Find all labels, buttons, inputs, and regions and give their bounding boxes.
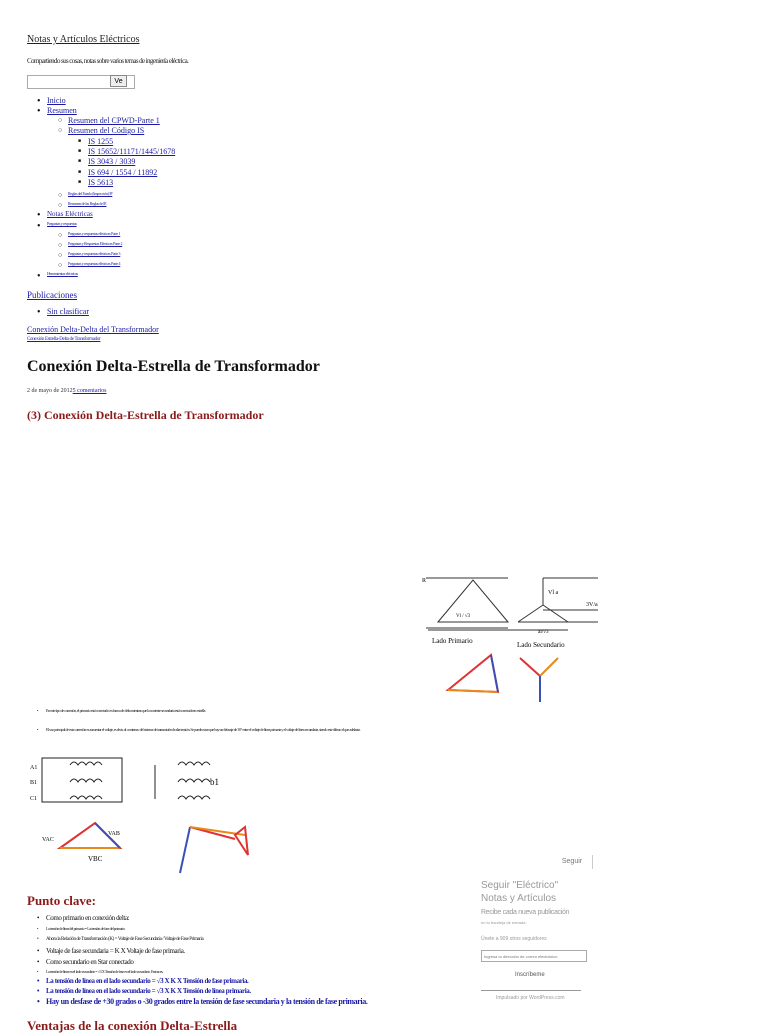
- key-point: • Hay un desfase de +30 grados o -30 grados entre la tensión de fase secundaria y la tensión de fase primaria.: [46, 997, 367, 1006]
- subscribe-button[interactable]: Inscríbeme: [515, 972, 545, 978]
- menu-resumen-codigo[interactable]: ○ Resumen del Código IS: [68, 126, 144, 135]
- menu-is-2[interactable]: ■ IS 15652/11171/1445/1678: [88, 147, 175, 156]
- label-vla: Vl a: [548, 590, 559, 596]
- menu-notas[interactable]: • Notas Eléctricas: [47, 210, 93, 218]
- menu-preguntas-1[interactable]: ○ Preguntas y respuestas eléctricas Parte 1: [68, 231, 120, 236]
- site-tagline: Compartiendo sus cosas, notas sobre varios temas de ingeniería eléctrica.: [27, 57, 189, 65]
- post-date: 2 de mayo de 2012: [27, 388, 73, 394]
- label-a1: A1: [30, 765, 38, 771]
- key-point: • Voltaje de fase secundaria = K X Voltaje de fase primaria.: [46, 947, 185, 955]
- sin-clasificar-link[interactable]: • Sin clasificar: [47, 307, 89, 316]
- key-point: • La tensión de línea en el lado secundario = √3 X K X Tensión de fase primaria.: [46, 977, 248, 985]
- menu-preguntas-4[interactable]: ○ Preguntas y respuestas eléctricas Parte 4: [68, 261, 120, 266]
- key-point: • Ahora la Relación de Transformación (K) = Voltaje de Fase Secundaria / Voltaje de Fase Primaria: [46, 937, 203, 942]
- key-point: • La tensión de línea en el lado secundario = √3 X K X Tensión de línea primaria.: [46, 987, 251, 995]
- follow-desc-2: en tu bandeja de entrada.: [481, 920, 527, 925]
- delta-star-schematic: [418, 570, 608, 722]
- follow-button[interactable]: Seguir: [552, 855, 593, 869]
- menu-preguntas-3[interactable]: ○ Preguntas y respuestas eléctricas Parte 3: [68, 251, 120, 256]
- winding-phasor-diagram: [30, 755, 260, 883]
- menu-resumen[interactable]: • Resumen: [47, 106, 77, 115]
- publicaciones-link[interactable]: Publicaciones: [27, 290, 77, 300]
- site-title[interactable]: Notas y Artículos Eléctricos: [27, 34, 140, 45]
- prev-post-link[interactable]: Conexión Delta-Delta del Transformador: [27, 325, 159, 334]
- comments-link[interactable]: 5 comentarios: [72, 388, 107, 394]
- follow-divider: [481, 990, 581, 991]
- follow-desc: Recibe cada nueva publicación: [481, 909, 570, 916]
- next-post-link[interactable]: Conexión Estrella-Delta de Transformador: [27, 337, 101, 342]
- label-c1: C1: [30, 796, 38, 802]
- label-b1: B1: [30, 780, 38, 786]
- menu-resumen-reglas[interactable]: ○ Resumen de las Reglas de IE: [68, 201, 106, 206]
- post-title: Conexión Delta-Estrella de Transformador: [27, 358, 320, 375]
- menu-is-1[interactable]: ■ IS 1255: [88, 137, 113, 146]
- key-point: • Como primario en conexión delta:: [46, 914, 129, 922]
- label-out-b1: b1: [210, 777, 219, 787]
- powered-by[interactable]: Impulsado por WordPress.com: [496, 995, 565, 1001]
- label-ai3: aI/√3: [538, 630, 549, 635]
- follow-title-1: Seguir "Eléctrico": [481, 880, 559, 891]
- paragraph-1: • En este tipo de conexión, el primario está conectado en forma de delta mientras que la corriente secundaria está conectada en estrella.: [46, 708, 206, 713]
- key-point: • Como secundario en Star conectado: [46, 958, 134, 966]
- label-vl: Vl / √3: [456, 614, 471, 619]
- label-r: R: [422, 578, 427, 584]
- email-input[interactable]: [481, 950, 587, 962]
- menu-is-4[interactable]: ■ IS 694 / 1554 / 11892: [88, 168, 157, 177]
- menu-inicio[interactable]: • Inicio: [47, 96, 66, 105]
- search-button[interactable]: Ve: [110, 75, 127, 87]
- menu-is-3[interactable]: ■ IS 3043 / 3039: [88, 157, 135, 166]
- post-meta: [27, 388, 106, 394]
- label-lado-primario: Lado Primario: [432, 637, 473, 645]
- menu-reglas-ip[interactable]: ○ Reglas del Estado (Inspección) IP: [68, 191, 112, 196]
- label-vbc: VBC: [88, 855, 103, 863]
- key-point: • La tensión de línea en el lado secundario = √3 X Tensión de fase en el lado secundario. Entonces,: [46, 969, 163, 974]
- label-lado-secundario: Lado Secundario: [517, 641, 565, 649]
- label-vac: VAC: [42, 837, 54, 843]
- menu-resumen-cpwd[interactable]: ○ Resumen del CPWD-Parte 1: [68, 116, 160, 125]
- punto-clave-heading: Punto clave:: [27, 893, 96, 908]
- post-heading: (3) Conexión Delta-Estrella de Transformador: [27, 408, 264, 422]
- menu-preguntas[interactable]: • Preguntas y respuestas: [47, 221, 77, 226]
- paragraph-2: • El uso principal de esta conexión es aumentar el voltaje, es decir, al comienzo del sistema de transmisión de alta tensión. Se puede notar que hay un defasaje de 30° entre el voltaje de línea primaria y el voltaje de línea secundaria, siendo este último el que adelanta.: [46, 727, 360, 732]
- key-point: • La tensión de línea del primario = La tensión de fase del primario.: [46, 926, 125, 931]
- menu-preguntas-2[interactable]: ○ Preguntas y Respuestas Eléctricas Parte 2: [68, 241, 122, 246]
- label-3va: 3V/a: [586, 602, 598, 608]
- follower-count: Únete a 909 otros seguidores: [481, 936, 547, 942]
- menu-is-5[interactable]: ■ IS 5613: [88, 178, 113, 187]
- label-vab: VAB: [108, 831, 120, 837]
- menu-herramientas[interactable]: • Herramientas eléctricas: [47, 271, 78, 276]
- next-section-heading: Ventajas de la conexión Delta-Estrella: [27, 1018, 238, 1033]
- follow-title-2: Notas y Artículos: [481, 893, 557, 904]
